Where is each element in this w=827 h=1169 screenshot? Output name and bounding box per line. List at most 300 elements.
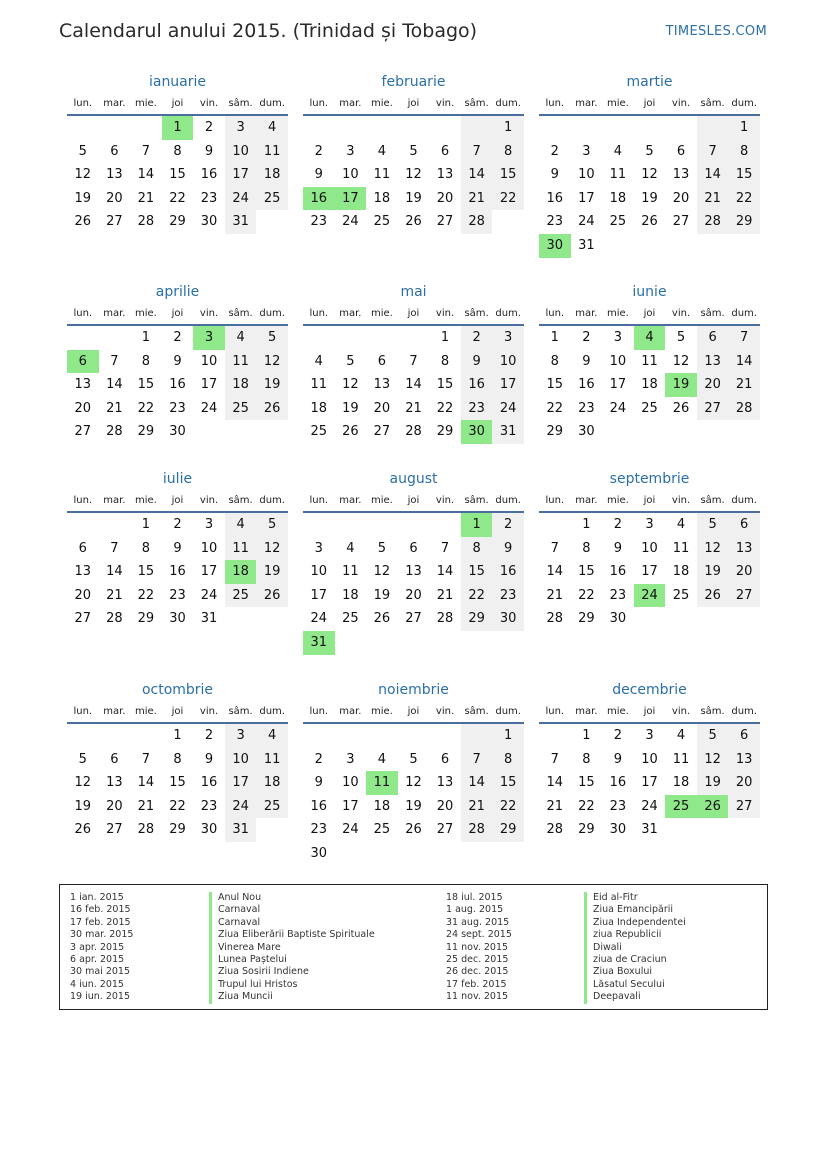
day-cell: 2 [613, 728, 623, 743]
day-cell: 25 [609, 214, 627, 230]
day-cell: 23 [310, 822, 328, 838]
day-cell: 9 [314, 775, 323, 791]
day-cell: 19 [256, 560, 288, 584]
day-cell: 13 [728, 537, 760, 561]
holiday-name: Diwali [584, 942, 686, 954]
empty-cell [461, 116, 493, 140]
day-grid [539, 724, 760, 842]
month-name: octombrie [141, 682, 214, 698]
day-cell: 26 [373, 611, 391, 627]
day-cell: 31 [225, 210, 257, 234]
day-cell: 19 [697, 560, 729, 584]
day-cell: 11 [256, 748, 288, 772]
day-cell: 6 [110, 751, 119, 767]
weekday-label: dum. [259, 706, 285, 717]
weekday-label: mie. [370, 495, 393, 506]
holiday-name: Eid al-Fitr [584, 892, 686, 904]
day-cell: 28 [728, 397, 760, 421]
day-cell: 24 [578, 214, 595, 230]
day-cell: 27 [74, 424, 92, 440]
day-cell: 9 [461, 350, 493, 374]
holiday-date: 1 ian. 2015 [70, 892, 124, 903]
month-octombrie [67, 680, 288, 842]
holiday-name: ziua Republicii [584, 929, 686, 941]
day-cell: 4 [256, 116, 288, 140]
day-cell: 15 [436, 377, 454, 393]
weekday-label: mar. [575, 706, 598, 717]
day-cell: 23 [492, 584, 524, 608]
day-cell: 29 [169, 822, 186, 838]
day-cell: 24 [342, 214, 359, 230]
day-cell: 25 [310, 424, 328, 440]
holiday-date: 11 nov. 2015 [446, 941, 509, 953]
day-cell: 10 [609, 353, 627, 369]
day-cell: 5 [78, 143, 87, 159]
day-cell: 25 [672, 587, 690, 603]
day-cell: 7 [110, 540, 119, 556]
day-cell: 12 [697, 537, 729, 561]
day-grid [67, 513, 288, 631]
weekday-label: vin. [671, 706, 691, 717]
holiday-names-right [584, 892, 686, 1004]
day-cell: 28 [405, 424, 422, 440]
weekday-label: lun. [73, 706, 93, 717]
day-grid [539, 513, 760, 631]
weekday-label: mar. [339, 495, 362, 506]
day-cell: 18 [310, 400, 328, 416]
empty-cell [67, 513, 99, 537]
site-link[interactable]: TIMESLES.COM [665, 24, 767, 39]
day-cell: 22 [492, 187, 524, 211]
empty-cell [366, 724, 398, 748]
day-cell: 12 [74, 775, 92, 791]
day-cell: 30 [609, 822, 627, 838]
empty-cell [130, 724, 162, 748]
holiday-dates-right [446, 892, 512, 1004]
day-cell: 3 [204, 517, 214, 532]
day-cell: 7 [141, 143, 151, 159]
holiday-day-cell: 25 [665, 795, 697, 819]
empty-cell [99, 326, 131, 350]
empty-cell [99, 513, 131, 537]
day-cell: 16 [546, 190, 564, 206]
holiday-name: Lunea Paștelui [209, 954, 375, 966]
day-cell: 19 [342, 400, 359, 416]
day-cell: 21 [106, 587, 123, 603]
day-cell: 24 [200, 400, 218, 416]
weekday-label: mie. [134, 98, 157, 109]
month-name: august [389, 471, 438, 487]
holiday-day-cell: 19 [665, 373, 697, 397]
day-cell: 29 [546, 424, 564, 440]
weekday-label: sâm. [228, 706, 253, 717]
month-aprilie [67, 282, 288, 444]
day-cell: 10 [641, 751, 658, 767]
day-cell: 27 [697, 397, 729, 421]
day-cell: 10 [200, 540, 218, 556]
empty-cell [303, 513, 335, 537]
weekday-label: dum. [731, 495, 757, 506]
day-cell: 9 [204, 751, 214, 767]
day-cell: 7 [461, 748, 493, 772]
day-cell: 16 [609, 564, 627, 580]
day-cell: 17 [225, 163, 257, 187]
month-iunie [539, 282, 760, 444]
holiday-date: 4 iun. 2015 [70, 978, 124, 990]
month-septembrie [539, 469, 760, 631]
day-cell: 21 [461, 187, 493, 211]
day-cell: 17 [200, 377, 218, 393]
day-cell: 26 [342, 424, 359, 440]
weekday-label: lun. [545, 308, 565, 319]
day-cell: 23 [546, 214, 564, 230]
month-mai [303, 282, 524, 444]
weekday-header [303, 700, 524, 724]
day-cell: 8 [141, 353, 151, 369]
weekday-label: mie. [134, 308, 157, 319]
day-cell: 11 [256, 140, 288, 164]
weekday-label: sâm. [700, 308, 725, 319]
day-grid [67, 116, 288, 234]
day-cell: 30 [578, 424, 595, 440]
month-ianuarie [67, 72, 288, 234]
month-name: februarie [381, 74, 446, 90]
day-cell: 12 [697, 748, 729, 772]
day-cell: 20 [697, 373, 729, 397]
day-cell: 19 [256, 373, 288, 397]
day-cell: 2 [204, 728, 214, 743]
day-cell: 7 [141, 751, 151, 767]
day-cell: 30 [609, 611, 627, 627]
day-cell: 28 [106, 611, 123, 627]
weekday-header [303, 92, 524, 116]
holiday-name: Trupul lui Hristos [209, 979, 375, 991]
day-cell: 20 [436, 190, 454, 206]
day-cell: 31 [200, 611, 218, 627]
day-cell: 10 [342, 167, 359, 183]
day-cell: 8 [582, 540, 591, 556]
day-cell: 28 [461, 210, 493, 234]
day-cell: 24 [225, 795, 257, 819]
day-cell: 17 [310, 587, 328, 603]
day-cell: 25 [225, 584, 257, 608]
day-cell: 9 [613, 540, 623, 556]
day-cell: 5 [256, 513, 288, 537]
weekday-label: lun. [73, 98, 93, 109]
weekday-label: dum. [495, 98, 521, 109]
day-cell: 18 [641, 377, 658, 393]
day-cell: 27 [436, 214, 454, 230]
day-cell: 19 [74, 798, 92, 814]
day-cell: 28 [436, 611, 454, 627]
weekday-label: lun. [309, 495, 329, 506]
weekday-label: lun. [73, 308, 93, 319]
weekday-label: joi [407, 495, 420, 506]
holiday-date: 30 mar. 2015 [70, 929, 134, 941]
weekday-label: sâm. [700, 706, 725, 717]
day-cell: 9 [204, 143, 214, 159]
weekday-label: mar. [339, 308, 362, 319]
empty-cell [303, 724, 335, 748]
weekday-label: mie. [370, 706, 393, 717]
day-cell: 1 [728, 116, 760, 140]
weekday-label: lun. [73, 495, 93, 506]
day-cell: 15 [137, 564, 155, 580]
day-cell: 26 [256, 397, 288, 421]
day-cell: 1 [582, 728, 591, 743]
weekday-header [67, 700, 288, 724]
weekday-label: sâm. [700, 495, 725, 506]
weekday-label: mar. [339, 98, 362, 109]
day-cell: 17 [200, 564, 218, 580]
day-cell: 2 [582, 330, 591, 345]
day-cell: 14 [405, 377, 422, 393]
day-cell: 16 [578, 377, 595, 393]
day-cell: 25 [225, 397, 257, 421]
day-grid [67, 724, 288, 842]
month-name: noiembrie [378, 682, 449, 698]
day-cell: 22 [546, 400, 564, 416]
holiday-date: 18 iul. 2015 [446, 892, 503, 903]
day-cell: 16 [310, 798, 328, 814]
day-cell: 24 [200, 587, 218, 603]
holiday-name: Ziua Eliberării Baptiste Spirituale [209, 929, 375, 941]
weekday-label: dum. [259, 98, 285, 109]
weekday-label: joi [171, 495, 184, 506]
day-cell: 21 [546, 587, 564, 603]
day-cell: 6 [377, 353, 387, 369]
empty-cell [335, 116, 367, 140]
day-cell: 4 [225, 513, 257, 537]
month-name: mai [400, 284, 427, 300]
empty-cell [665, 116, 697, 140]
holiday-date: 17 feb. 2015 [70, 916, 131, 928]
day-cell: 26 [405, 214, 422, 230]
day-cell: 2 [314, 751, 323, 767]
day-cell: 23 [609, 798, 627, 814]
day-cell: 14 [106, 564, 123, 580]
day-cell: 16 [609, 775, 627, 791]
holiday-name: Ziua Independentei [584, 917, 686, 929]
day-cell: 7 [550, 751, 559, 767]
day-cell: 13 [672, 167, 690, 183]
holiday-day-cell: 1 [162, 116, 194, 140]
empty-cell [398, 116, 430, 140]
day-cell: 30 [169, 611, 186, 627]
day-cell: 6 [728, 513, 760, 537]
day-cell: 3 [582, 143, 591, 159]
weekday-label: vin. [435, 495, 455, 506]
day-cell: 18 [373, 798, 391, 814]
day-cell: 17 [641, 775, 658, 791]
day-cell: 3 [346, 751, 355, 767]
day-cell: 20 [728, 771, 760, 795]
day-cell: 18 [256, 163, 288, 187]
day-cell: 31 [641, 822, 658, 838]
weekday-label: vin. [199, 98, 219, 109]
holiday-dates-left [70, 892, 133, 1004]
holiday-name: Ziua Sosirii Indiene [209, 966, 375, 978]
day-cell: 1 [141, 517, 151, 532]
day-cell: 20 [728, 560, 760, 584]
holiday-name: Vinerea Mare [209, 942, 375, 954]
day-cell: 1 [440, 330, 450, 345]
holiday-day-cell: 30 [539, 234, 571, 258]
day-cell: 14 [728, 350, 760, 374]
day-cell: 5 [645, 143, 654, 159]
weekday-label: mie. [370, 308, 393, 319]
day-cell: 15 [578, 775, 595, 791]
day-cell: 28 [546, 822, 564, 838]
day-cell: 24 [310, 611, 328, 627]
day-cell: 20 [672, 190, 690, 206]
holiday-day-cell: 31 [303, 631, 335, 655]
holiday-date: 17 feb. 2015 [446, 978, 507, 990]
weekday-label: mar. [103, 308, 126, 319]
day-grid [303, 326, 524, 444]
day-cell: 12 [256, 350, 288, 374]
day-cell: 22 [137, 400, 155, 416]
weekday-header [303, 489, 524, 513]
weekday-label: mie. [370, 98, 393, 109]
day-cell: 2 [204, 120, 214, 135]
day-cell: 1 [582, 517, 591, 532]
day-cell: 20 [373, 400, 391, 416]
day-cell: 9 [582, 353, 591, 369]
day-cell: 13 [697, 350, 729, 374]
day-cell: 13 [373, 377, 391, 393]
day-cell: 12 [74, 167, 92, 183]
day-cell: 5 [256, 326, 288, 350]
day-cell: 13 [728, 748, 760, 772]
weekday-label: sâm. [464, 98, 489, 109]
weekday-label: mar. [103, 706, 126, 717]
day-cell: 14 [106, 377, 123, 393]
day-cell: 23 [310, 214, 328, 230]
day-cell: 9 [492, 537, 524, 561]
weekday-label: dum. [731, 98, 757, 109]
day-cell: 1 [141, 330, 151, 345]
day-cell: 8 [492, 748, 524, 772]
day-cell: 15 [546, 377, 564, 393]
day-cell: 7 [550, 540, 559, 556]
day-cell: 11 [373, 167, 391, 183]
month-iulie [67, 469, 288, 631]
holiday-day-cell: 1 [461, 513, 493, 537]
day-cell: 11 [225, 537, 257, 561]
day-cell: 10 [342, 775, 359, 791]
day-cell: 15 [492, 163, 524, 187]
weekday-label: vin. [199, 308, 219, 319]
day-cell: 15 [461, 560, 493, 584]
day-cell: 22 [461, 584, 493, 608]
weekday-label: mie. [606, 706, 629, 717]
day-cell: 22 [436, 400, 454, 416]
day-cell: 7 [110, 353, 119, 369]
day-cell: 18 [672, 564, 690, 580]
day-cell: 5 [409, 751, 418, 767]
weekday-header [539, 92, 760, 116]
weekday-label: mar. [575, 98, 598, 109]
day-cell: 11 [342, 564, 359, 580]
day-cell: 23 [200, 190, 218, 206]
holiday-name: Ziua Emancipării [584, 904, 686, 916]
day-cell: 14 [137, 775, 155, 791]
day-cell: 12 [342, 377, 359, 393]
day-cell: 28 [137, 214, 155, 230]
day-cell: 22 [169, 190, 186, 206]
day-cell: 26 [672, 400, 690, 416]
day-cell: 11 [672, 751, 690, 767]
day-cell: 24 [225, 187, 257, 211]
weekday-label: dum. [495, 706, 521, 717]
day-cell: 12 [672, 353, 690, 369]
holiday-name: Ziua Boxului [584, 966, 686, 978]
day-cell: 10 [225, 748, 257, 772]
day-cell: 18 [225, 373, 257, 397]
month-name: decembrie [612, 682, 687, 698]
day-cell: 2 [461, 326, 493, 350]
empty-cell [366, 326, 398, 350]
empty-cell [461, 724, 493, 748]
day-cell: 26 [697, 584, 729, 608]
day-cell: 29 [578, 611, 595, 627]
holiday-date: 11 nov. 2015 [446, 991, 509, 1003]
day-cell: 7 [440, 540, 450, 556]
day-cell: 8 [582, 751, 591, 767]
day-cell: 27 [74, 611, 92, 627]
day-cell: 9 [550, 167, 559, 183]
empty-cell [67, 116, 99, 140]
day-cell: 28 [106, 424, 123, 440]
page-title: Calendarul anului 2015. (Trinidad și Tobago) [59, 20, 478, 42]
day-cell: 15 [169, 775, 186, 791]
day-cell: 14 [461, 163, 493, 187]
day-cell: 27 [728, 584, 760, 608]
day-cell: 19 [697, 771, 729, 795]
weekday-label: mar. [103, 495, 126, 506]
holiday-name: Anul Nou [209, 892, 375, 904]
empty-cell [303, 116, 335, 140]
empty-cell [429, 513, 461, 537]
day-cell: 12 [405, 775, 422, 791]
weekday-label: mar. [575, 495, 598, 506]
weekday-header [67, 92, 288, 116]
day-cell: 3 [314, 540, 323, 556]
empty-cell [67, 724, 99, 748]
day-cell: 9 [314, 167, 323, 183]
month-februarie [303, 72, 524, 234]
day-cell: 3 [225, 724, 257, 748]
day-cell: 10 [200, 353, 218, 369]
day-cell: 7 [409, 353, 418, 369]
day-cell: 2 [613, 517, 623, 532]
empty-cell [539, 513, 571, 537]
day-cell: 5 [409, 143, 418, 159]
holiday-day-cell: 11 [366, 771, 398, 795]
weekday-label: joi [643, 495, 656, 506]
day-cell: 17 [609, 377, 627, 393]
month-decembrie [539, 680, 760, 842]
day-cell: 2 [314, 143, 323, 159]
weekday-label: joi [643, 308, 656, 319]
day-cell: 16 [492, 560, 524, 584]
day-cell: 23 [200, 798, 218, 814]
weekday-header [539, 489, 760, 513]
day-cell: 4 [225, 326, 257, 350]
day-cell: 23 [609, 587, 627, 603]
month-name: septembrie [609, 471, 690, 487]
